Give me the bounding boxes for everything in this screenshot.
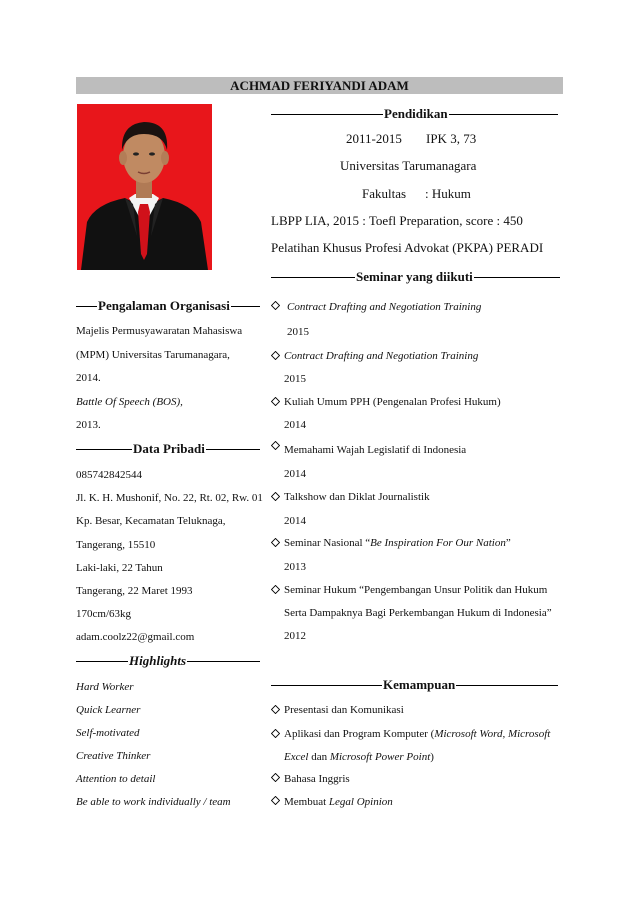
org-line: Majelis Permusyawaratan Mahasiswa [76,325,243,337]
personal-phone: 085742842544 [76,469,142,481]
edu-faculty-value: : Hukum [425,186,471,201]
highlight-item: Quick Learner [76,704,141,716]
name-header: ACHMAD FERIYANDI ADAM [76,77,563,94]
skill-text: dan [308,751,330,763]
diamond-bullet-icon [271,538,280,547]
seminar-year: 2013 [284,561,306,573]
personal-address: Kp. Besar, Kecamatan Teluknaga, [76,515,226,527]
edu-university: Universitas Tarumanagara [340,158,477,173]
personal-email: adam.coolz22@gmail.com [76,631,195,643]
diamond-bullet-icon [271,397,280,406]
pendidikan-heading: Pendidikan [384,106,448,121]
highlights-heading: Highlights [129,653,187,668]
seminar-title [284,536,511,550]
highlight-item: Creative Thinker [76,750,151,762]
diamond-bullet-icon [271,773,280,782]
highlight-item: Self-motivated [76,727,140,739]
skill-item: Presentasi dan Komunikasi [284,704,404,716]
seminar-title: Memahami Wajah Legislatif di Indonesia [284,444,467,456]
seminar-year: 2012 [284,630,306,642]
personal-address: Jl. K. H. Mushonif, No. 22, Rt. 02, Rw. 01 [76,492,263,504]
seminar-year: 2015 [284,373,306,385]
org-line: Battle Of Speech (BOS), [76,396,183,408]
diamond-bullet-icon [271,796,280,805]
seminar-year: 2014 [284,515,306,527]
skill-text-italic: Microsoft Word, Microsoft [434,728,551,740]
diamond-bullet-icon [271,705,280,714]
org-line: 2013. [76,419,101,431]
profile-photo [77,104,212,270]
skill-item-continued [284,750,434,764]
personal-birth: Tangerang, 22 Maret 1993 [76,585,193,597]
seminar-title-line2: Serta Dampaknya Bagi Perkembangan Hukum di Indonesia” [284,607,552,619]
seminar-year: 2014 [284,468,306,480]
personal-height-weight: 170cm/63kg [76,608,131,620]
diamond-bullet-icon [271,585,280,594]
seminar-heading: Seminar yang diikuti [356,269,473,284]
skill-text: ) [430,751,434,763]
diamond-bullet-icon [271,441,280,450]
edu-years: 2011-2015 [346,131,402,146]
personal-gender-age: Laki-laki, 22 Tahun [76,562,163,574]
diamond-bullet-icon [271,301,280,310]
highlight-item: Attention to detail [76,773,156,785]
skill-text: Membuat [284,796,329,808]
highlight-item: Be able to work individually / team [76,796,231,808]
skill-text-italic: Legal Opinion [328,796,393,808]
seminar-title-italic: Be Inspiration For Our Nation [370,537,506,549]
edu-lbpp: LBPP LIA, 2015 : Toefl Preparation, score : 450 [271,213,523,228]
skill-text-italic: Excel [284,751,309,763]
seminar-title: Kuliah Umum PPH (Pengenalan Profesi Hukum) [284,396,501,408]
skill-text: Aplikasi dan Program Komputer ( [284,728,435,740]
edu-faculty-label: Fakultas [362,186,407,201]
skill-item [284,727,550,741]
seminar-year: 2014 [284,419,306,431]
data-pribadi-heading: Data Pribadi [133,441,205,456]
organisasi-heading: Pengalaman Organisasi [98,298,230,313]
skill-item: Bahasa Inggris [284,773,350,785]
seminar-title-suffix: ” [505,537,511,549]
highlight-item: Hard Worker [76,681,134,693]
org-line: 2014. [76,372,101,384]
seminar-year: 2015 [287,326,309,338]
seminar-title: Seminar Hukum “Pengembangan Unsur Politik dan Hukum [284,584,548,596]
diamond-bullet-icon [271,729,280,738]
seminar-title: Talkshow dan Diklat Journalistik [284,491,430,503]
diamond-bullet-icon [271,351,280,360]
skill-text-italic: Microsoft Power Point [329,751,431,763]
org-line: (MPM) Universitas Tarumanagara, [76,349,230,361]
seminar-title-prefix: Seminar Nasional “ [284,537,371,549]
edu-ipk: IPK 3, 73 [426,131,477,146]
kemampuan-heading: Kemampuan [383,677,456,692]
personal-address: Tangerang, 15510 [76,539,156,551]
seminar-title: Contract Drafting and Negotiation Training [287,301,482,313]
diamond-bullet-icon [271,492,280,501]
skill-item [284,795,393,809]
edu-pkpa: Pelatihan Khusus Profesi Advokat (PKPA) PERADI [271,240,544,255]
seminar-title: Contract Drafting and Negotiation Training [284,350,479,362]
